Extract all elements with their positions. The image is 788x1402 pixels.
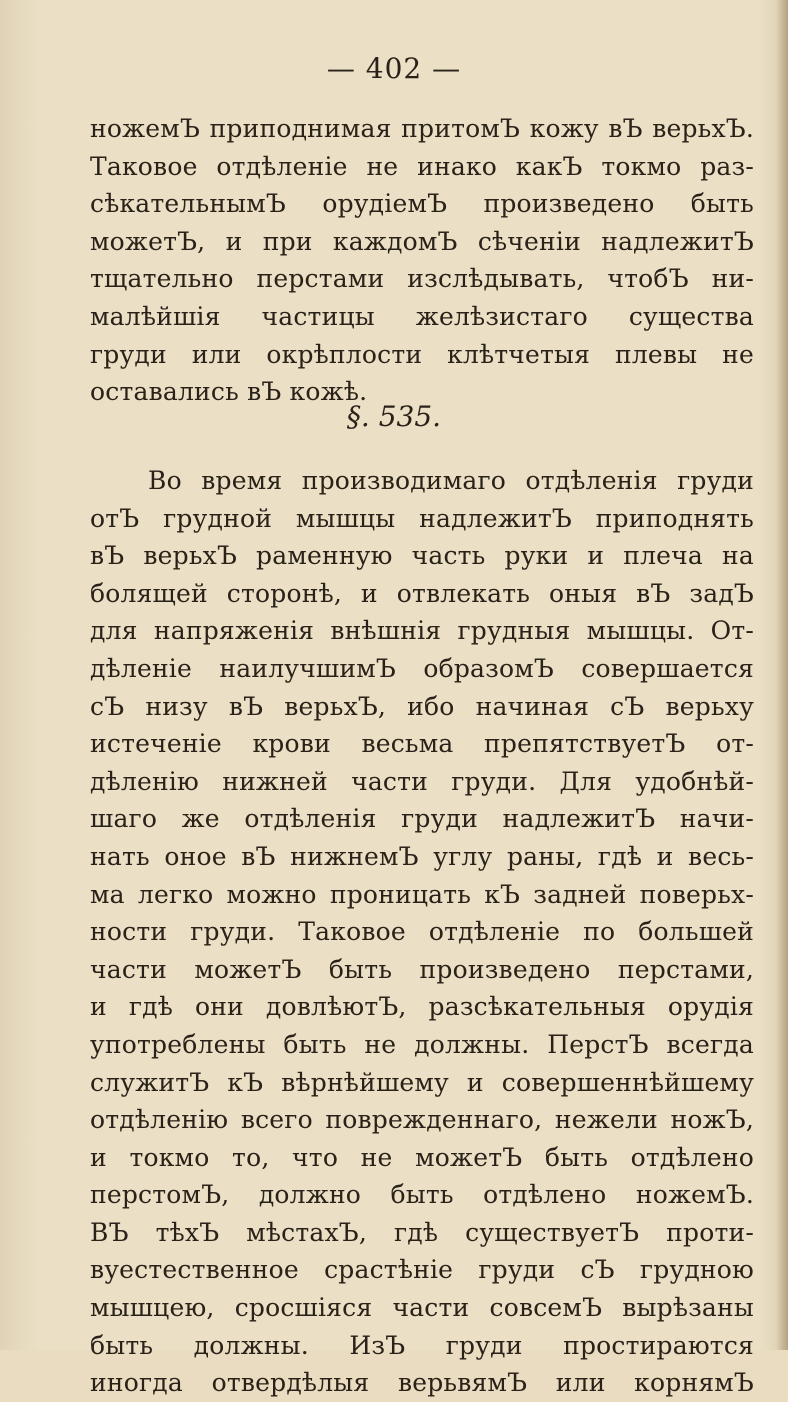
text-line: оставались вЪ кожѣ. bbox=[90, 377, 368, 407]
section-heading: §. 535. bbox=[346, 400, 442, 433]
text-line: вуестественное срастѣніе груди сЪ грудною bbox=[90, 1255, 754, 1285]
text-line: малѣйшія частицы желѣзистаго существа bbox=[90, 301, 754, 331]
main-paragraph bbox=[90, 462, 754, 1402]
text-line: перстомЪ, должно быть отдѣлено ножемЪ. bbox=[90, 1180, 754, 1210]
text-line: дѣленіе наилучшимЪ образомЪ совершается bbox=[90, 653, 754, 683]
text-line: мышцею, сросшіяся части совсемЪ вырѣзаны bbox=[90, 1293, 754, 1323]
text-line: сЪ низу вЪ верьхЪ, ибо начиная сЪ верьху bbox=[90, 691, 754, 721]
text-line: ВЪ тѣхЪ мѣстахЪ, гдѣ существуетЪ проти- bbox=[90, 1217, 754, 1247]
text-line: Во время производимаго отдѣленія груди bbox=[148, 466, 754, 495]
text-line: отдѣленію всего поврежденнаго, нежели ножЪ, bbox=[90, 1105, 754, 1135]
text-line: для напряженія внѣшнія грудныя мышцы. От- bbox=[90, 616, 754, 646]
text-line: сѣкательнымЪ орудіемЪ произведено быть bbox=[90, 189, 754, 219]
text-line: истеченіе крови весьма препятствуетЪ от- bbox=[90, 729, 754, 759]
top-paragraph bbox=[90, 110, 754, 411]
text-line: употреблены быть не должны. ПерстЪ всегда bbox=[90, 1029, 754, 1059]
text-line: болящей сторонѣ, и отвлекать оныя вЪ задЪ bbox=[90, 578, 754, 608]
text-line: груди или окрѣплости клѣтчетыя плевы не bbox=[90, 339, 754, 369]
text-line: тщательно перстами изслѣдывать, чтобЪ ни- bbox=[90, 264, 754, 294]
text-line: дѣленію нижней части груди. Для удобнѣй- bbox=[90, 766, 754, 796]
text-line: ножемЪ приподнимая притомЪ кожу вЪ верьхЪ. bbox=[90, 114, 754, 143]
text-line: Таковое отдѣленіе не инако какЪ токмо раз- bbox=[90, 151, 754, 181]
page-number: — 402 — bbox=[326, 52, 462, 85]
page-edge-shadow bbox=[776, 0, 788, 1350]
text-line: отЪ грудной мышцы надлежитЪ приподнять bbox=[90, 503, 754, 533]
text-line: быть должны. ИзЪ груди простираются bbox=[90, 1330, 754, 1360]
text-line: можетЪ, и при каждомЪ сѣченіи надлежитЪ bbox=[90, 226, 754, 256]
text-line: шаго же отдѣленія груди надлежитЪ начи- bbox=[90, 804, 754, 834]
text-line: ма легко можно проницать кЪ задней поверьх- bbox=[90, 879, 754, 909]
text-line: иногда отвердѣлыя верьвямЪ или корнямЪ bbox=[90, 1368, 754, 1398]
text-line: и токмо то, что не можетЪ быть отдѣлено bbox=[90, 1142, 754, 1172]
text-line: вЪ верьхЪ раменную часть руки и плеча на bbox=[90, 541, 754, 571]
text-line: и гдѣ они довлѣютЪ, разсѣкательныя орудія bbox=[90, 992, 754, 1022]
text-line: служитЪ кЪ вѣрнѣйшему и совершеннѣйшему bbox=[90, 1067, 754, 1097]
text-line: ности груди. Таковое отдѣленіе по большей bbox=[90, 917, 754, 947]
text-line: части можетЪ быть произведено перстами, bbox=[90, 954, 754, 984]
text-line: нать оное вЪ нижнемЪ углу раны, гдѣ и весь- bbox=[90, 841, 754, 871]
